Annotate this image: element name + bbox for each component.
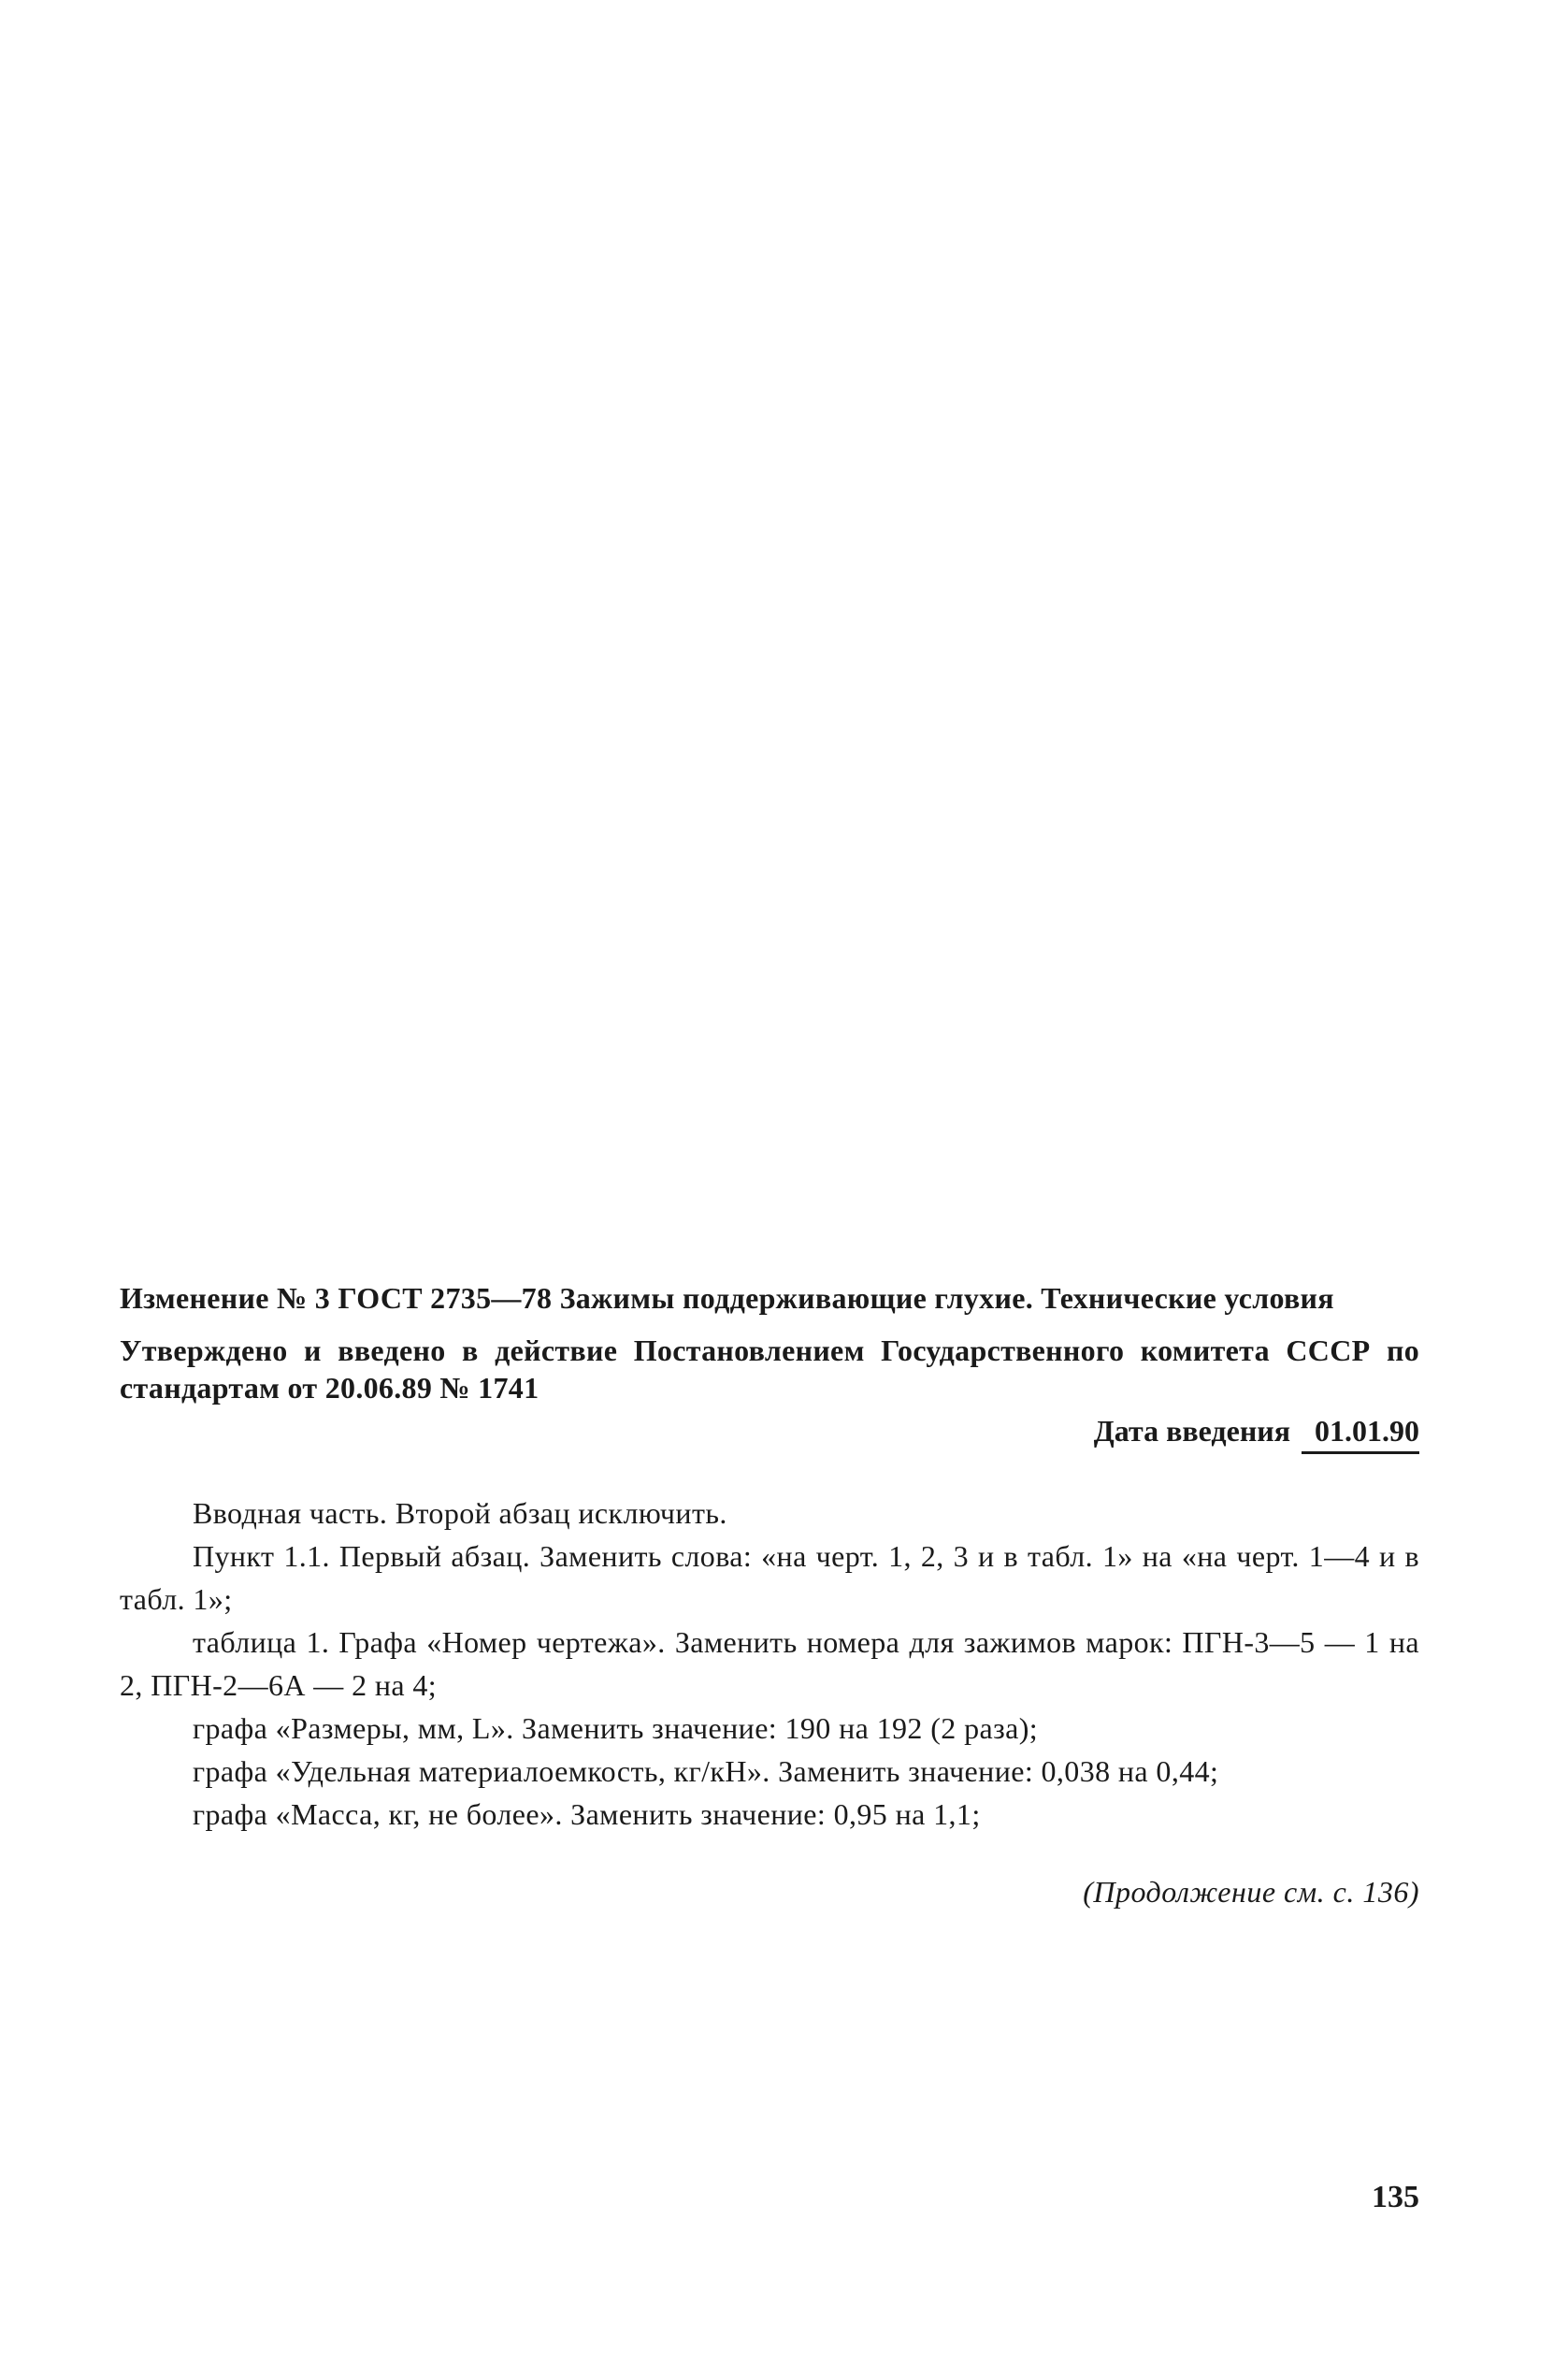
amendment-block [120, 1279, 1419, 1910]
paragraph-dimensions: графа «Размеры, мм, L». Заменить значение: 190 на 192 (2 раза); [193, 1711, 1039, 1745]
page-number: 135 [1372, 2180, 1419, 2214]
continuation-note: (Продолжение см. с. 136) [1083, 1875, 1419, 1909]
amendment-body [120, 1492, 1419, 1836]
amendment-title: Изменение № 3 ГОСТ 2735—78 Зажимы поддерживающие глухие. Технические условия [120, 1281, 1334, 1315]
paragraph-intro-part: Вводная часть. Второй абзац исключить. [193, 1496, 727, 1530]
paragraph-mass: графа «Масса, кг, не более». Заменить значение: 0,95 на 1,1; [193, 1797, 981, 1831]
paragraph-clause-1-1: Пункт 1.1. Первый абзац. Заменить слова: «на черт. 1, 2, 3 и в табл. 1» на «на черт. 1—4 и в табл. 1»; [120, 1539, 1419, 1616]
intro-date-value: 01.01.90 [1302, 1412, 1419, 1454]
paragraph-table-1-drawing-number: таблица 1. Графа «Номер чертежа». Заменить номера для зажимов марок: ПГН-3—5 — 1 на 2, ПГН-2—6А — 2 на 4; [120, 1625, 1419, 1702]
paragraph-material-intensity: графа «Удельная материалоемкость, кг/кН». Заменить значение: 0,038 на 0,44; [193, 1754, 1219, 1788]
approval-statement: Утверждено и введено в действие Постановлением Государственного комитета СССР по стандартам от 20.06.89 № 1741 [120, 1333, 1419, 1405]
intro-date [120, 1412, 1419, 1454]
intro-date-label: Дата введения [1093, 1414, 1290, 1448]
